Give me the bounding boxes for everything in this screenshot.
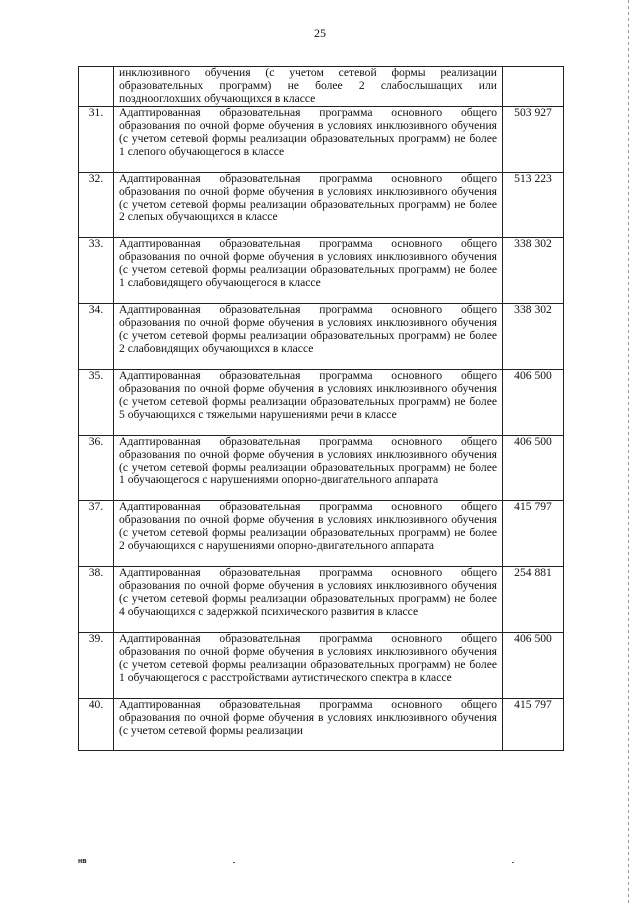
row-description: Адаптированная образовательная программа основного общего образования по очной форме обучения в условиях инклюзивного обучения (с учетом сетевой формы реализации образовательных программ) не более 5 обучающихся с тяжелыми нарушениями речи в классе [119,369,497,421]
row-number: 35. [88,368,104,382]
row-number [79,67,113,80]
row-description-cell [114,632,503,698]
row-number: 40. [88,697,104,711]
row-description-cell [114,698,503,751]
table-row [79,238,564,304]
page-number: 25 [314,26,326,40]
row-value: 503 927 [514,105,552,119]
table-row [79,304,564,370]
footer-initials-mark: нв [78,858,87,865]
row-number: 32. [88,171,104,185]
table-row [79,106,564,172]
row-value-cell [503,67,564,107]
table-row [79,67,564,107]
row-value: 254 881 [514,566,552,580]
row-description-cell [114,304,503,370]
row-number: 33. [88,237,104,251]
table-row [79,172,564,238]
row-number-cell [79,67,114,107]
row-value-cell [503,304,564,370]
row-value: 338 302 [514,303,552,317]
row-value-cell [503,435,564,501]
row-value: 415 797 [514,697,552,711]
row-description-cell [114,172,503,238]
row-description: Адаптированная образовательная программа основного общего образования по очной форме обучения в условиях инклюзивного обучения (с учетом сетевой формы реализации образовательных программ) не более 1 слепого обучающегося в классе [119,106,497,158]
table-row [79,369,564,435]
row-description: Адаптированная образовательная программа основного общего образования по очной форме обучения в условиях инклюзивного обучения (с учетом сетевой формы реализации образовательных программ) не более 2 слепых обучающихся в классе [119,172,497,224]
row-description: Адаптированная образовательная программа основного общего образования по очной форме обучения в условиях инклюзивного обучения (с учетом сетевой формы реализации образовательных программ) не более 1 обучающегося с нарушениями опорно-двигательного аппарата [119,435,497,487]
row-number-cell [79,567,114,633]
table-row [79,698,564,751]
row-description-cell [114,501,503,567]
row-number-cell [79,106,114,172]
scan-speck [512,862,514,863]
row-value: 406 500 [514,368,552,382]
row-description: Адаптированная образовательная программа основного общего образования по очной форме обучения в условиях инклюзивного обучения (с учетом сетевой формы реализации образовательных программ) не более 2 обучающихся с нарушениями опорно-двигательного аппарата [119,501,497,553]
row-description: Адаптированная образовательная программа основного общего образования по очной форме обучения в условиях инклюзивного обучения (с учетом сетевой формы реализации образовательных программ) не более 1 обучающегося с расстройствами аутистического спектра в классе [119,632,497,684]
row-value-cell [503,238,564,304]
row-number: 38. [88,566,104,580]
row-description-cell [114,435,503,501]
row-description-cell [114,106,503,172]
scan-margin-line [628,0,629,905]
row-description: инклюзивного обучения (с учетом сетевой формы реализации образовательных программ) не более 2 слабослышащих или позднооглохших обучающихся в классе [119,67,497,105]
row-number: 37. [88,500,104,514]
table-row [79,501,564,567]
row-value-cell [503,501,564,567]
row-value-cell [503,369,564,435]
row-description: Адаптированная образовательная программа основного общего образования по очной форме обучения в условиях инклюзивного обучения (с учетом сетевой формы реализации [119,698,497,737]
row-description: Адаптированная образовательная программа основного общего образования по очной форме обучения в условиях инклюзивного обучения (с учетом сетевой формы реализации образовательных программ) не более 1 слабовидящего обучающегося в классе [119,238,497,290]
row-number: 31. [88,105,104,119]
row-number-cell [79,304,114,370]
row-value-cell [503,106,564,172]
scan-speck [233,862,235,863]
row-value: 513 223 [514,171,552,185]
table-row [79,632,564,698]
row-number: 36. [88,434,104,448]
row-number: 34. [88,303,104,317]
row-number-cell [79,238,114,304]
row-value-cell [503,172,564,238]
row-value-cell [503,567,564,633]
row-value-cell [503,632,564,698]
table-row [79,567,564,633]
row-description-cell [114,67,503,107]
row-number: 39. [88,631,104,645]
row-value: 406 500 [514,631,552,645]
row-description: Адаптированная образовательная программа основного общего образования по очной форме обучения в условиях инклюзивного обучения (с учетом сетевой формы реализации образовательных программ) не более 4 обучающихся с задержкой психического развития в классе [119,567,497,618]
row-value: 406 500 [514,434,552,448]
programs-cost-table [78,66,564,751]
table-row [79,435,564,501]
row-description-cell [114,238,503,304]
row-value-cell [503,698,564,751]
row-number-cell [79,501,114,567]
row-description-cell [114,567,503,633]
row-description-cell [114,369,503,435]
row-value: 415 797 [514,500,552,514]
row-description: Адаптированная образовательная программа основного общего образования по очной форме обучения в условиях инклюзивного обучения (с учетом сетевой формы реализации образовательных программ) не более 2 слабовидящих обучающихся в классе [119,304,497,355]
row-number-cell [79,369,114,435]
row-number-cell [79,172,114,238]
row-number-cell [79,435,114,501]
row-number-cell [79,698,114,751]
row-value: 338 302 [514,237,552,251]
row-number-cell [79,632,114,698]
